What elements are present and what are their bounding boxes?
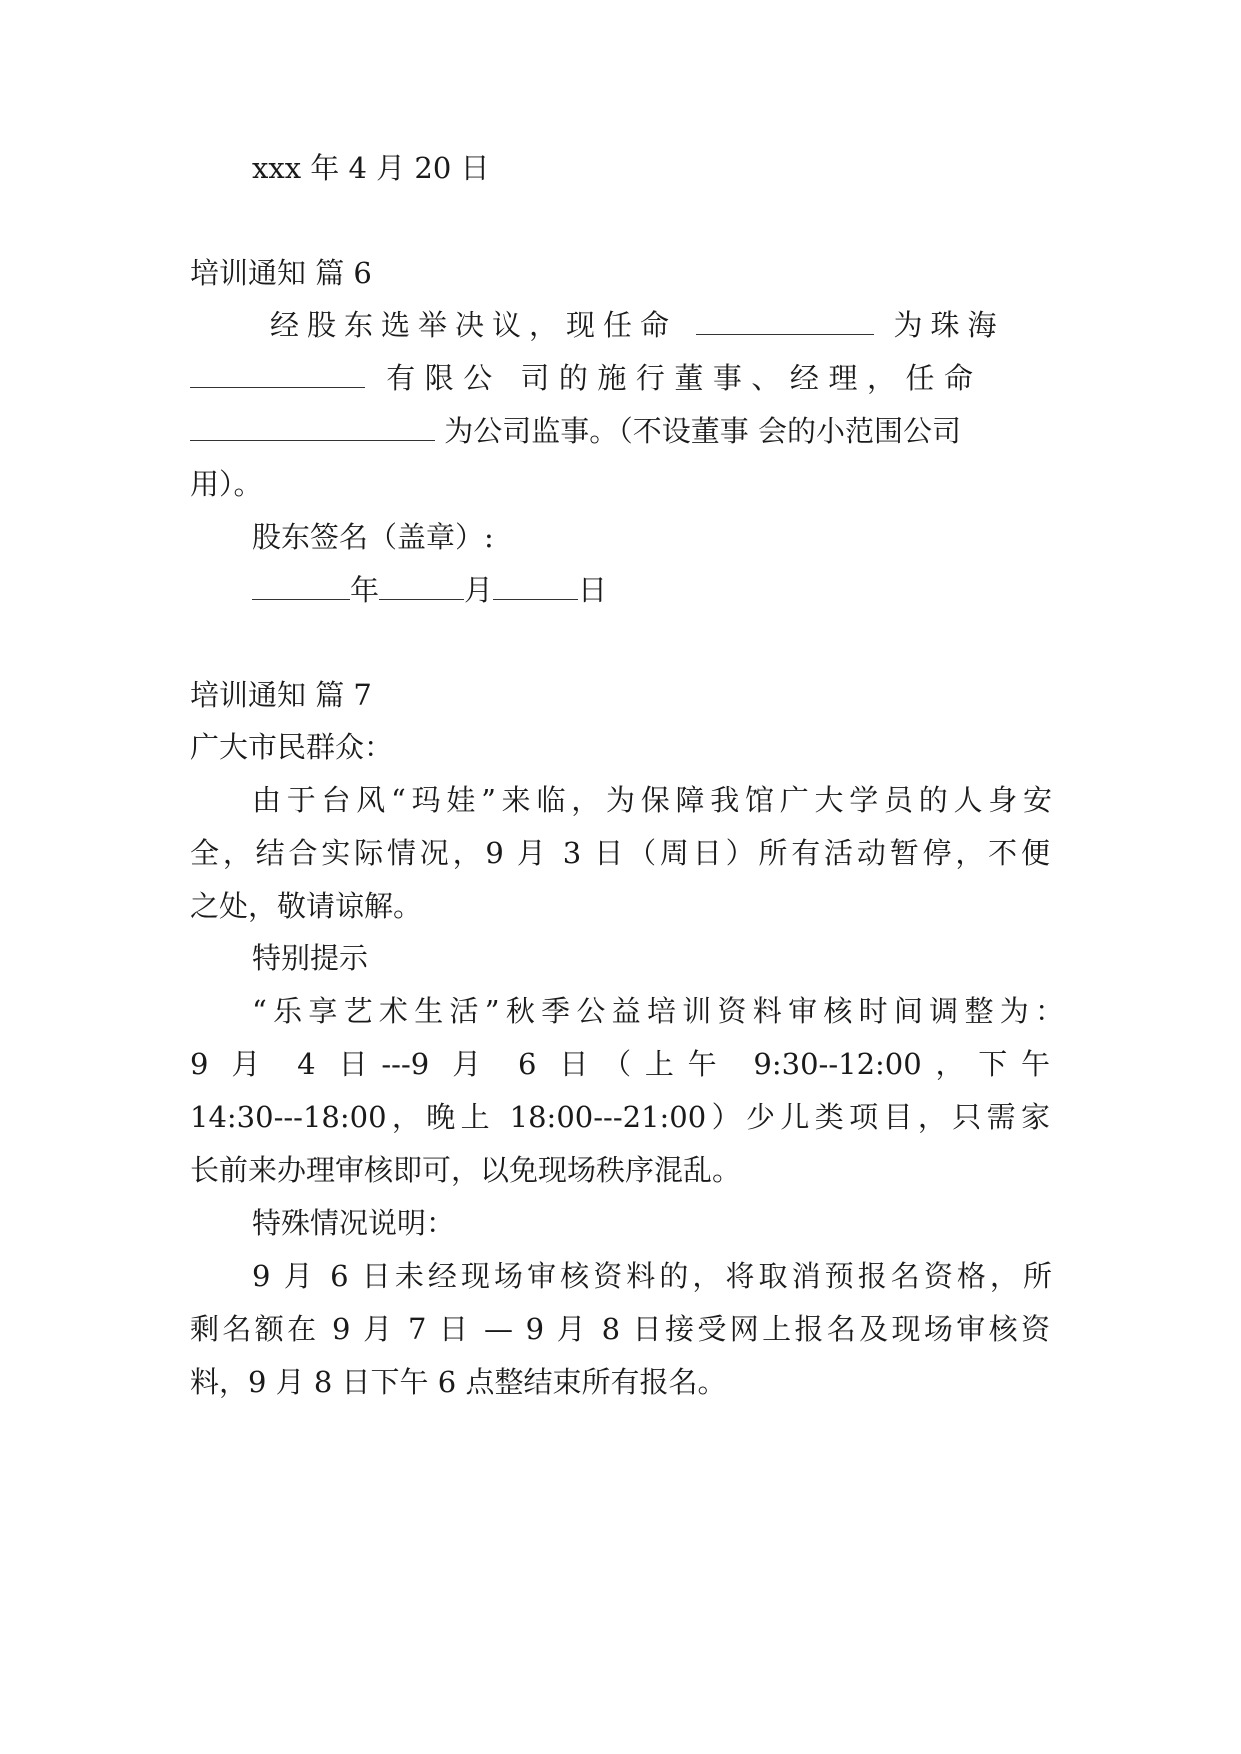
section7-p2-line3: 14:30---18:00，晚上 18:00---21:00）少儿类项目，只需家 (190, 1100, 1050, 1134)
section6-p1-line3 (190, 413, 961, 449)
section7-p2-line1: “乐享艺术生活”秋季公益培训资料审核时间调整为： (252, 994, 1064, 1028)
day-label: 日 (578, 573, 608, 607)
section6-p1-line1-text-a: 经股东选举决议，现任命 (270, 308, 678, 342)
section6-p1-line2-text: 有限公 司的施行董事、经理，任命 (386, 361, 983, 395)
section7-p3-line3: 料，9 月 8 日下午 6 点整结束所有报名。 (190, 1365, 727, 1399)
section6-p1-line1 (270, 307, 1004, 343)
day-blank[interactable] (493, 573, 578, 600)
month-blank[interactable] (379, 573, 464, 600)
section7-p1-line3: 之处，敬请谅解。 (190, 889, 423, 923)
signature-label: 股东签名（盖章）: (252, 520, 494, 554)
section6-p1-line3-text: 为公司监事。（不设董事 会的小范围公司 (444, 414, 961, 448)
section6-p1-line4: 用）。 (190, 467, 263, 501)
section6-heading: 培训通知 篇 6 (190, 256, 372, 290)
special-note: 特殊情况说明： (252, 1206, 456, 1240)
section7-p3-line2: 剩名额在 9 月 7 日 — 9 月 8 日接受网上报名及现场审核资 (190, 1312, 1050, 1346)
supervisor-blank[interactable] (190, 414, 435, 441)
date-line: xxx 年 4 月 20 日 (252, 151, 490, 185)
section7-p2-line4: 长前来办理审核即可，以免现场秩序混乱。 (190, 1153, 742, 1187)
signature-date-line (252, 572, 607, 608)
month-label: 月 (464, 573, 494, 607)
special-tip: 特别提示 (252, 941, 369, 975)
appointee-blank[interactable] (696, 308, 874, 335)
section7-p2-line2: 9 月 4 日---9 月 6 日（上午 9:30--12:00，下午 (190, 1047, 1050, 1081)
section6-p1-line1-text-b: 为珠海 (893, 308, 1005, 342)
company-name-blank[interactable] (190, 361, 365, 388)
section7-p1-line1: 由于台风“玛娃”来临，为保障我馆广大学员的人身安 (252, 783, 1052, 817)
section7-p3-line1: 9 月 6 日未经现场审核资料的，将取消预报名资格，所 (252, 1259, 1052, 1293)
section7-p1-line2: 全，结合实际情况，9 月 3 日（周日）所有活动暂停，不便 (190, 836, 1050, 870)
section6-p1-line2 (190, 360, 982, 396)
year-blank[interactable] (252, 573, 350, 600)
section7-heading: 培训通知 篇 7 (190, 678, 372, 712)
year-label: 年 (350, 573, 380, 607)
greeting: 广大市民群众： (190, 730, 394, 764)
